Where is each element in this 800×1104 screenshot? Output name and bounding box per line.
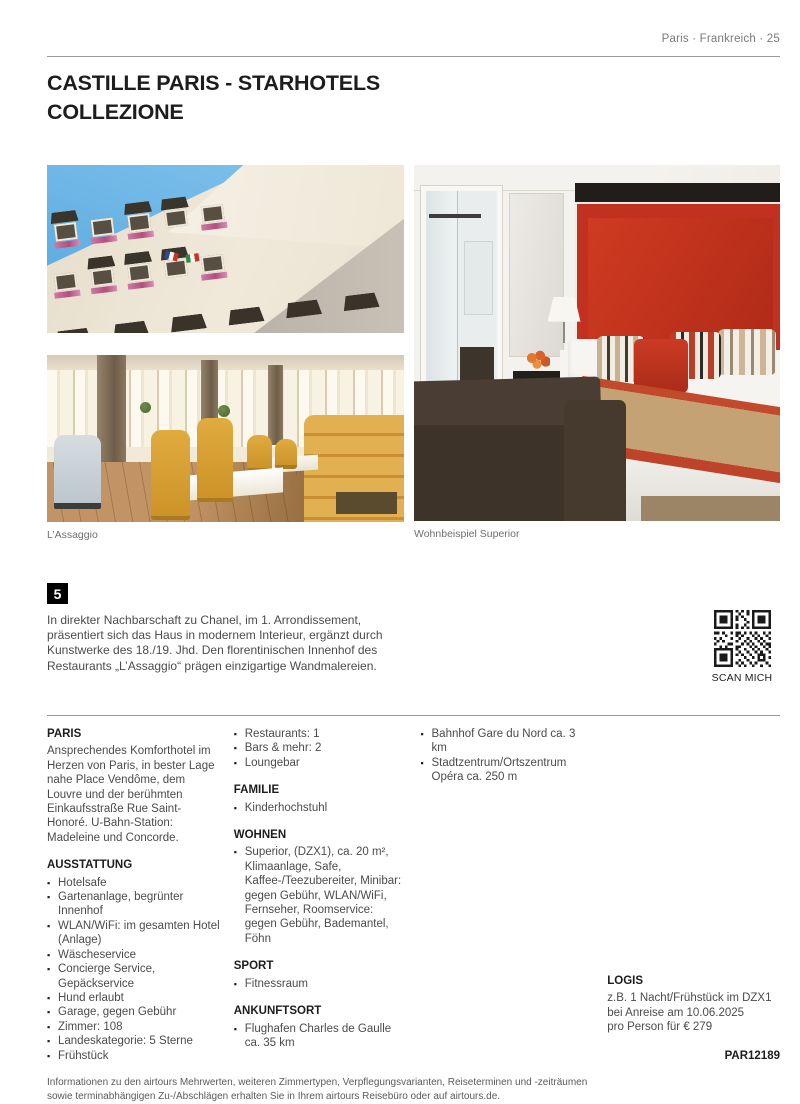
flower-bouquet [524, 350, 550, 370]
list-item: ▪ Hotelsafe [47, 876, 220, 890]
list-item: ▪ Zimmer: 108 [47, 1020, 220, 1034]
headboard-panel [588, 218, 773, 343]
list-item: ▪ Kinderhochstuhl [234, 801, 407, 815]
list-item: ▪ Hund erlaubt [47, 991, 220, 1005]
footer-line: Informationen zu den airtours Mehrwerten, weiteren Zimmertypen, Verpflegungsvarianten, Reiseterminen und -zeiträumen [47, 1076, 588, 1088]
hotel-description: In direkter Nachbarschaft zu Chanel, im 1. Arrondissement, präsentiert sich das Haus in modernem Interieur, ergänzt durch Kunstwerke des 18./19. Jhd. Den florentinischen Innenhof des Restaurants „L’Assaggio“ prägen einzigartige Wandmalereien. [47, 613, 383, 673]
hotel-number-badge: 5 [47, 583, 68, 604]
page-header [47, 0, 780, 57]
list-item: ▪ Restaurants: 1 [234, 727, 407, 741]
photo-section [47, 165, 780, 541]
qr-label: SCAN MICH [711, 672, 773, 684]
intro-text-block [47, 583, 427, 684]
section-heading-ausstattung: AUSSTATTUNG [47, 859, 133, 872]
bed-base [641, 496, 780, 521]
list-item: ▪ Fitnessraum [234, 977, 407, 991]
striped-pillow [718, 329, 777, 375]
topiary [140, 402, 151, 413]
details-section [47, 715, 780, 1063]
sofa-seat [414, 425, 582, 521]
curtain [268, 365, 282, 445]
headboard-frame [575, 183, 780, 204]
window-row-lower [54, 243, 311, 291]
intro-section [47, 583, 780, 684]
patterned-cushion [336, 492, 397, 514]
list-item: ▪ Flughafen Charles de Gaulle ca. 35 km [234, 1022, 407, 1051]
wohnen-list [234, 845, 407, 946]
list-item: ▪ Superior, (DZX1), ca. 20 m², Klimaanlage, Safe, Kaffee-/Teezubereiter, Minibar: gegen Gebühr, WLAN/WiFi, Fernseher, Roomservice: gegen Gebühr, Bademantel, Föhn [234, 845, 407, 946]
section-heading-logis: LOGIS [607, 974, 644, 987]
gold-chair [151, 430, 190, 520]
list-item: ▪ Garage, gegen Gebühr [47, 1005, 220, 1019]
list-item: ▪ Wäscheservice [47, 948, 220, 962]
details-column-4 [607, 727, 780, 1063]
list-item: ▪ Stadtzentrum/Ortszentrum Opéra ca. 250 m [421, 756, 594, 785]
list-item: ▪ WLAN/WiFi: im gesamten Hotel (Anlage) [47, 919, 220, 948]
mirror-panel [509, 193, 564, 357]
details-column-1 [47, 727, 220, 1063]
list-item: ▪ Landeskategorie: 5 Sterne [47, 1034, 220, 1048]
white-chair [54, 435, 100, 508]
sofa-arm [564, 400, 626, 521]
list-item: ▪ Frühstück [47, 1049, 220, 1063]
page-footer [47, 1076, 780, 1104]
logis-line: bei Anreise am 10.06.2025 [607, 1006, 745, 1019]
bedroom-caption: Wohnbeispiel Superior [414, 528, 520, 540]
section-heading-familie: FAMILIE [233, 784, 280, 797]
list-item: ▪ Concierge Service, Gepäckservice [47, 962, 220, 991]
ankunftsort-list [234, 1022, 407, 1051]
qr-code-icon [714, 610, 771, 667]
logis-block [607, 974, 780, 1063]
list-item: ▪ Gartenanlage, begrünter Innenhof [47, 890, 220, 919]
section-heading-sport: SPORT [233, 960, 274, 973]
offer-code: PAR12189 [724, 1049, 780, 1062]
familie-list [234, 801, 407, 815]
details-column-2 [234, 727, 407, 1063]
list-item: ▪ Bahnhof Gare du Nord ca. 3 km [421, 727, 594, 756]
gastronomie-list [234, 727, 407, 770]
list-item: ▪ Loungebar [234, 756, 407, 770]
lage-list [421, 727, 594, 785]
gold-chair [197, 418, 233, 502]
gold-chair [275, 439, 296, 469]
restaurant-photo [47, 355, 404, 522]
restaurant-caption: L’Assaggio [47, 529, 98, 541]
photo-column-right [414, 165, 780, 541]
section-heading-paris: PARIS [47, 728, 82, 740]
hotel-exterior-photo [47, 165, 404, 333]
section-heading-wohnen: WOHNEN [233, 829, 287, 842]
list-item: ▪ Bars & mehr: 2 [234, 741, 407, 755]
details-column-3 [421, 727, 594, 1063]
logis-line: pro Person für € 279 [607, 1021, 713, 1034]
paris-text: Ansprechendes Komforthotel im Herzen von Paris, in bester Lage nahe Place Vendôme, dem Louvre und der berühmten Einkaufsstraße Rue Saint-Honoré. U-Bahn-Station: Madeleine und Concorde. [47, 745, 215, 844]
ausstattung-list [47, 876, 220, 1063]
page-title: CASTILLE PARIS - STARHOTELS COLLEZIONE [47, 71, 381, 124]
lamp-stem [563, 322, 565, 343]
sport-list [234, 977, 407, 991]
bedroom-photo [414, 165, 780, 521]
footer-line: sowie terminabhängigen Zu-/Abschlägen erhalten Sie in Ihrem airtours Reisebüro oder auf airtours.de. [47, 1090, 501, 1102]
qr-block [706, 610, 778, 684]
breadcrumb: Paris · Frankreich · 25 [661, 33, 780, 45]
section-heading-ankunftsort: ANKUNFTSORT [233, 1005, 322, 1018]
logis-line: z.B. 1 Nacht/Frühstück im DZX1 [607, 992, 772, 1005]
photo-column-left [47, 165, 404, 541]
gold-chair [247, 435, 272, 472]
